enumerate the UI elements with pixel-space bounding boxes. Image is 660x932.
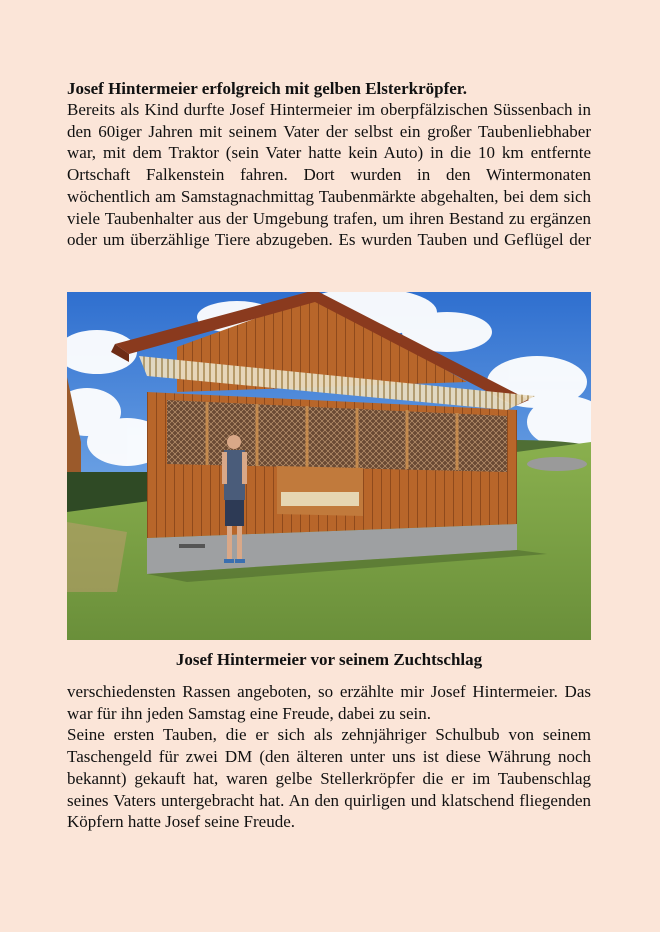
article-title: Josef Hintermeier erfolgreich mit gelben Elsterkröpfer. [67,79,468,98]
paragraph-1: Bereits als Kind durfte Josef Hintermeier im oberpfälzischen Süssenbach in den 60iger Jahren mit seinem Vater der selbst ein großer Taubenliebhaber war, mit dem Traktor (sein Vater hatte kein Auto) in die 10 km entfernte Ortschaft Falkenstein fahren. Dort wurden in den Wintermonaten wöchentlich am Samstagnachmittag Taubenmärkte abgehalten, bei dem sich viele Taubenhalter aus der Umgebung trafen, um ihren Bestand zu ergänzen oder um überzählige Tiere abzugeben. Es wurden Tauben und Geflügel der [67,100,591,250]
paragraph-2-part-a: verschiedensten Rassen angeboten, so erzählte mir Josef Hintermeier. Das war für ihn jeden Samstag eine Freude, dabei zu sein. [67,682,591,723]
paragraph-2-part-b: Seine ersten Tauben, die er sich als zehnjähriger Schulbub von seinem Taschengeld für zwei DM (den älteren unter uns ist diese Währung noch bekannt) gekauft hat, waren gelbe Stellerkröpfer die er im Taubenschlag seines Vaters untergebracht hat. An den quirligen und klatschend fliegenden Köpfern hatte Josef seine Freude. [67,725,591,832]
paragraph-2 [67,681,591,833]
photo-caption: Josef Hintermeier vor seinem Zuchtschlag [175,650,483,669]
loft-photo [67,292,591,640]
